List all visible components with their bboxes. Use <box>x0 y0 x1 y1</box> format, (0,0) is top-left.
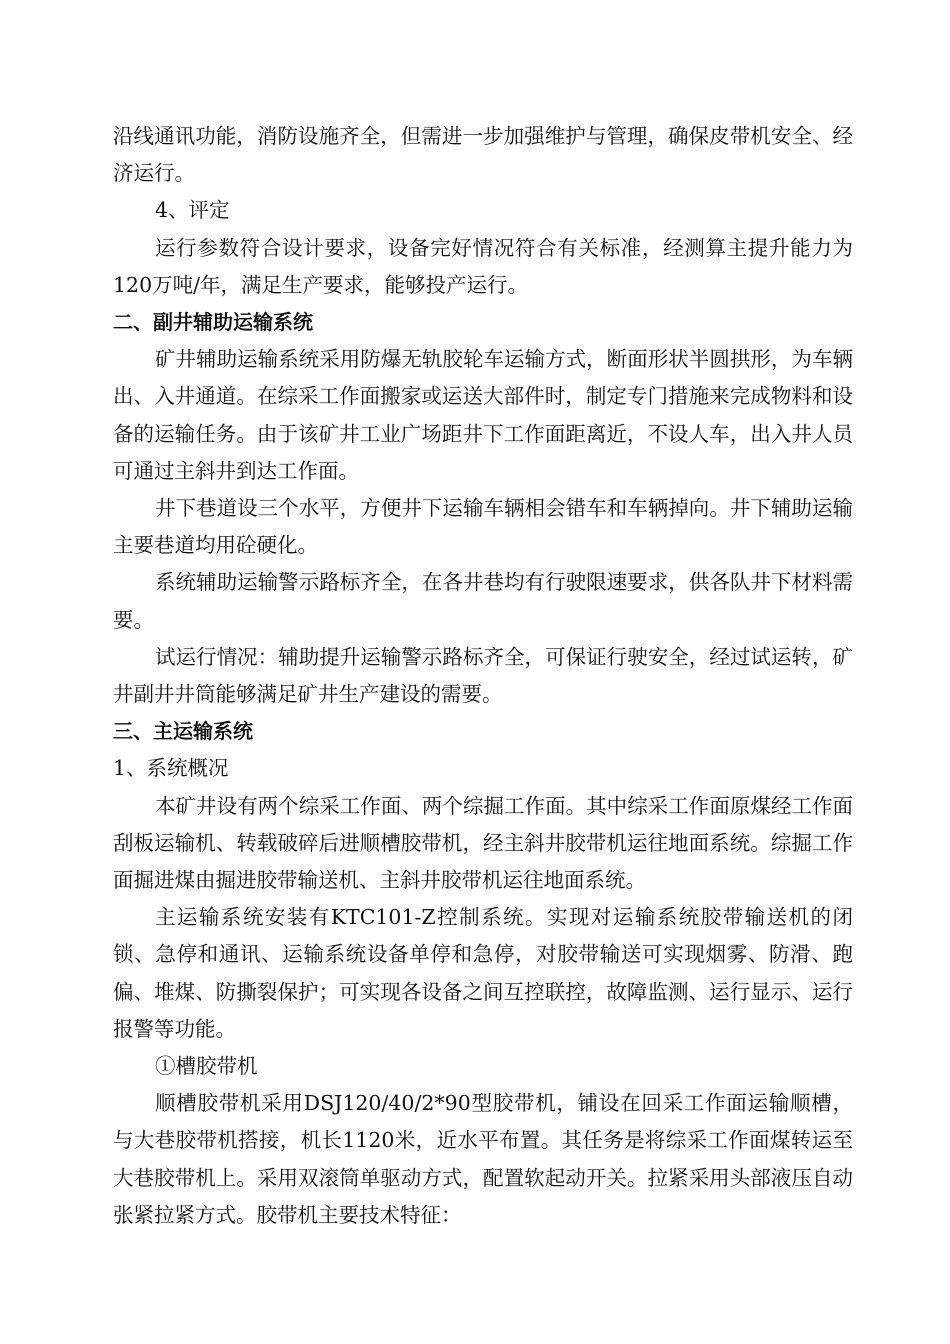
paragraph-warning-signs: 系统辅助运输警示路标齐全，在各井巷均有行驶限速要求，供各队井下材料需要。 <box>113 570 853 632</box>
subheading-system-overview: 1、系统概况 <box>113 756 229 781</box>
section-heading-main-transport: 三、主运输系统 <box>113 719 253 744</box>
paragraph-control-system: 主运输系统安装有KTC101-Z控制系统。实现对运输系统胶带输送机的闭锁、急停和通讯、运输系统设备单停和急停，对胶带输送可实现烟雾、防滑、跑偏、堆煤、防撕裂保护；可实现各设备之间互控联控，故障监测、运行显示、运行报警等功能。 <box>113 905 853 1041</box>
subheading-evaluation: 4、评定 <box>155 198 230 223</box>
paragraph-roadway-levels: 井下巷道设三个水平，方便井下运输车辆相会错车和车辆掉向。井下辅助运输主要巷道均用砼硬化。 <box>113 496 853 558</box>
paragraph-work-faces: 本矿井设有两个综采工作面、两个综掘工作面。其中综采工作面原煤经工作面刮板运输机、转载破碎后进顺槽胶带机，经主斜井胶带机运往地面系统。综掘工作面掘进煤由掘进胶带输送机、主斜井胶带机运往地面系统。 <box>113 793 853 893</box>
paragraph-trough-belt-details: 顺槽胶带机采用DSJ120/40/2*90型胶带机，铺设在回采工作面运输顺槽，与大巷胶带机搭接，机长1120米，近水平布置。其任务是将综采工作面煤转运至大巷胶带机上。采用双滚筒单驱动方式，配置软起动开关。拉紧采用头部液压自动张紧拉紧方式。胶带机主要技术特征： <box>113 1091 853 1227</box>
paragraph-auxiliary-method: 矿井辅助运输系统采用防爆无轨胶轮车运输方式，断面形状半圆拱形，为车辆出、入井通道。在综采工作面搬家或运送大部件时，制定专门措施来完成物料和设备的运输任务。由于该矿井工业广场距井下工作面距离近，不设人车，出入井人员可通过主斜井到达工作面。 <box>113 347 853 483</box>
paragraph-evaluation: 运行参数符合设计要求，设备完好情况符合有关标准，经测算主提升能力为120万吨/年，满足生产要求，能够投产运行。 <box>113 235 853 297</box>
section-heading-auxiliary-transport: 二、副井辅助运输系统 <box>113 310 313 335</box>
document-body <box>113 118 853 1234</box>
paragraph-continuation: 沿线通讯功能，消防设施齐全，但需进一步加强维护与管理，确保皮带机安全、经济运行。 <box>113 124 853 186</box>
subheading-trough-belt: ①槽胶带机 <box>155 1054 258 1079</box>
paragraph-trial-operation: 试运行情况：辅助提升运输警示路标齐全，可保证行驶安全，经过试运转，矿井副井井筒能够满足矿井生产建设的需要。 <box>113 644 853 707</box>
